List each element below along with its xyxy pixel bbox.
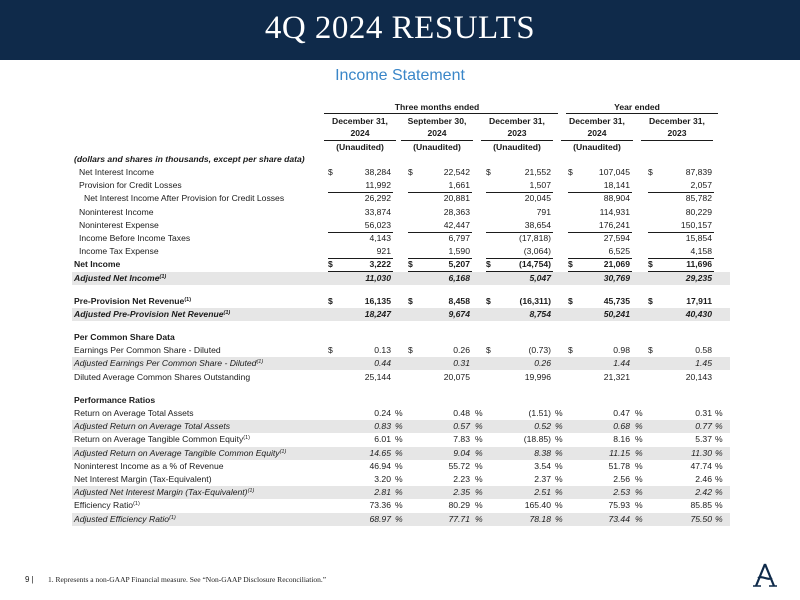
cell-value: 8.16 <box>613 434 630 445</box>
cell-value: 0.68 <box>613 421 630 432</box>
highlight-band <box>72 272 730 285</box>
percent-symbol: % <box>635 407 643 418</box>
row-label: Adjusted Net Interest Margin (Tax-Equivalent)$^{(1)}$ <box>74 487 255 498</box>
cell-value: 73.44 <box>608 513 630 524</box>
percent-symbol: % <box>555 460 563 471</box>
currency-symbol: $ <box>568 259 573 270</box>
row-label: Efficiency Ratio$^{(1)}$ <box>74 500 140 511</box>
column-header-date: December 31, <box>569 116 625 126</box>
cell-value: 20,045 <box>524 193 551 204</box>
currency-symbol: $ <box>648 295 653 306</box>
percent-symbol: % <box>555 407 563 418</box>
row-label: Net Interest Income After Provision for Credit Losses <box>84 193 285 204</box>
cell-value: 3,222 <box>369 259 391 270</box>
percent-symbol: % <box>635 473 643 484</box>
row-label: Earnings Per Common Share - Diluted <box>74 345 221 356</box>
currency-symbol: $ <box>486 167 491 177</box>
column-header-underline <box>561 140 633 141</box>
cell-value: 22,542 <box>443 167 470 177</box>
group-header-three-months: Three months ended <box>394 102 480 112</box>
cell-value: 56,023 <box>364 219 391 230</box>
percent-symbol: % <box>715 473 723 484</box>
cell-value: 2.23 <box>453 473 470 484</box>
cell-value: (18.85) <box>523 434 551 445</box>
cell-value: 68.97 <box>369 513 391 524</box>
cell-value: 15,854 <box>685 233 712 243</box>
cell-value: 4,143 <box>369 233 391 243</box>
footnote-marker: (1) <box>279 448 287 455</box>
cell-value: 0.48 <box>453 407 470 418</box>
cell-value: 150,157 <box>680 219 712 230</box>
percent-symbol: % <box>395 460 403 471</box>
cell-value: 0.26 <box>453 345 470 356</box>
page-number: 9 | <box>25 575 34 584</box>
cell-value: (14,754) <box>518 259 551 270</box>
currency-symbol: $ <box>328 259 333 270</box>
cell-value: 21,552 <box>524 167 551 177</box>
currency-symbol: $ <box>408 167 413 177</box>
currency-symbol: $ <box>328 345 333 356</box>
column-header-year: 2023 <box>507 128 527 138</box>
cell-value: 114,931 <box>599 206 630 217</box>
cell-value: 85,782 <box>685 193 712 204</box>
column-header-year: 2024 <box>427 128 447 138</box>
percent-symbol: % <box>555 500 563 511</box>
row-label: Net Interest Income <box>79 167 154 177</box>
cell-value: 5,047 <box>529 272 551 283</box>
percent-symbol: % <box>475 447 483 458</box>
percent-symbol: % <box>395 513 403 524</box>
percent-symbol: % <box>635 460 643 471</box>
cell-value: 38,284 <box>364 167 391 177</box>
percent-symbol: % <box>555 421 563 432</box>
percent-symbol: % <box>395 407 403 418</box>
group-underline-year-ended <box>566 113 718 114</box>
footnote-marker: (1) <box>159 273 167 280</box>
row-label: Diluted Average Common Shares Outstanding <box>74 371 251 382</box>
column-header-date: December 31, <box>332 116 388 126</box>
cell-value: 21,321 <box>603 371 630 382</box>
row-label: Per Common Share Data <box>74 332 175 342</box>
cell-value: 21,069 <box>603 259 630 270</box>
total-double-rule-top <box>328 258 393 259</box>
cell-value: 8.38 <box>534 447 551 458</box>
currency-symbol: $ <box>568 167 573 177</box>
cell-value: 791 <box>536 206 551 217</box>
cell-value: 80,229 <box>685 206 712 217</box>
percent-symbol: % <box>475 473 483 484</box>
percent-symbol: % <box>715 407 723 418</box>
footnote-marker: (1) <box>256 359 264 366</box>
cell-value: 45,735 <box>603 295 630 306</box>
percent-symbol: % <box>635 487 643 498</box>
cell-value: 1,507 <box>529 180 551 191</box>
row-label: Provision for Credit Losses <box>79 180 182 191</box>
cell-value: 20,075 <box>443 371 470 382</box>
cell-value: 0.77 <box>695 421 712 432</box>
percent-symbol: % <box>635 513 643 524</box>
column-header-underline <box>401 140 473 141</box>
cell-value: 8,754 <box>529 308 551 319</box>
cell-value: 2.56 <box>613 473 630 484</box>
cell-value: 2.37 <box>534 473 551 484</box>
row-label: Noninterest Expense <box>79 219 159 230</box>
row-label: Pre-Provision Net Revenue$^{(1)}$ <box>74 295 192 306</box>
cell-value: 9.04 <box>453 447 470 458</box>
column-header-underline <box>641 140 713 141</box>
percent-symbol: % <box>555 487 563 498</box>
cell-value: 0.13 <box>374 345 391 356</box>
percent-symbol: % <box>395 421 403 432</box>
row-label: Income Tax Expense <box>79 246 159 257</box>
cell-value: 47.74 <box>690 460 712 471</box>
cell-value: 26,292 <box>364 193 391 204</box>
cell-value: 1,590 <box>448 246 470 257</box>
percent-symbol: % <box>395 447 403 458</box>
currency-symbol: $ <box>568 345 573 356</box>
cell-value: 2,057 <box>690 180 712 191</box>
percent-symbol: % <box>395 434 403 445</box>
cell-value: 80.29 <box>448 500 470 511</box>
cell-value: (1.51) <box>528 407 551 418</box>
column-header-status: (Unaudited) <box>336 142 384 152</box>
cell-value: 0.31 <box>695 407 712 418</box>
cell-value: 25,144 <box>364 371 391 382</box>
currency-symbol: $ <box>408 295 413 306</box>
column-header-status: (Unaudited) <box>493 142 541 152</box>
percent-symbol: % <box>555 473 563 484</box>
cell-value: 55.72 <box>448 460 470 471</box>
cell-value: 2.51 <box>534 487 551 498</box>
cell-value: 165.40 <box>524 500 551 511</box>
cell-value: 2.53 <box>613 487 630 498</box>
cell-value: 3.54 <box>534 460 551 471</box>
cell-value: 11.15 <box>609 447 630 458</box>
column-header-year: 2023 <box>667 128 687 138</box>
total-double-rule-top <box>568 258 632 259</box>
cell-value: 8,458 <box>448 295 470 306</box>
cell-value: 0.58 <box>695 345 712 356</box>
column-header-year: 2024 <box>350 128 370 138</box>
a-monogram-icon <box>752 562 778 588</box>
column-header-date: December 31, <box>649 116 705 126</box>
cell-value: 4,158 <box>690 246 712 257</box>
currency-symbol: $ <box>486 295 491 306</box>
cell-value: (3,064) <box>523 246 551 257</box>
row-label: Net Interest Margin (Tax-Equivalent) <box>74 473 212 484</box>
group-header-year-ended: Year ended <box>614 102 660 112</box>
group-underline-three-months <box>324 113 558 114</box>
row-label: Adjusted Earnings Per Common Share - Diluted$^{(1)}$ <box>74 358 264 369</box>
cell-value: 77.71 <box>448 513 470 524</box>
cell-value: 0.83 <box>374 421 391 432</box>
cell-value: 88,904 <box>603 193 630 204</box>
footnote-marker: (1) <box>247 488 255 495</box>
currency-symbol: $ <box>648 167 653 177</box>
row-label: Noninterest Income <box>79 206 154 217</box>
row-label: Adjusted Efficiency Ratio$^{(1)}$ <box>74 513 176 524</box>
units-note: (dollars and shares in thousands, except per share data) <box>74 154 305 164</box>
percent-symbol: % <box>395 500 403 511</box>
currency-symbol: $ <box>568 295 573 306</box>
cell-value: (16,311) <box>519 295 551 306</box>
percent-symbol: % <box>635 500 643 511</box>
percent-symbol: % <box>635 447 643 458</box>
cell-value: 0.47 <box>613 407 630 418</box>
cell-value: 0.44 <box>374 358 391 369</box>
percent-symbol: % <box>555 447 563 458</box>
cell-value: 921 <box>376 246 391 257</box>
cell-value: 3.20 <box>374 473 391 484</box>
cell-value: 29,235 <box>685 272 712 283</box>
footnote-marker: (1) <box>223 309 231 316</box>
column-header-date: September 30, <box>407 116 467 126</box>
column-header-status: (Unaudited) <box>413 142 461 152</box>
page-title: 4Q 2024 RESULTS <box>264 10 536 46</box>
cell-value: 107,045 <box>598 167 630 177</box>
footnote-marker: (1) <box>184 296 192 303</box>
cell-value: 176,241 <box>598 219 630 230</box>
percent-symbol: % <box>475 500 483 511</box>
cell-value: 1,661 <box>448 180 470 191</box>
cell-value: 33,874 <box>364 206 391 217</box>
total-double-rule-top <box>408 258 472 259</box>
percent-symbol: % <box>715 513 723 524</box>
cell-value: 75.50 <box>690 513 712 524</box>
percent-symbol: % <box>555 434 563 445</box>
row-label: Adjusted Return on Average Total Assets <box>74 421 231 432</box>
cell-value: 11,992 <box>365 180 391 191</box>
percent-symbol: % <box>555 513 563 524</box>
cell-value: 18,247 <box>364 308 391 319</box>
cell-value: 51.78 <box>608 460 630 471</box>
cell-value: 11,696 <box>686 259 712 270</box>
percent-symbol: % <box>475 460 483 471</box>
currency-symbol: $ <box>328 167 333 177</box>
row-label: Adjusted Return on Average Tangible Common Equity$^{(1)}$ <box>74 447 287 458</box>
row-label: Performance Ratios <box>74 394 156 405</box>
column-header-underline <box>324 140 396 141</box>
cell-value: 73.36 <box>369 500 391 511</box>
column-header-date: December 31, <box>489 116 545 126</box>
cell-value: 0.52 <box>534 421 551 432</box>
cell-value: 11.30 <box>691 447 712 458</box>
cell-value: 1.45 <box>695 358 712 369</box>
cell-value: 5.37 <box>695 434 712 445</box>
cell-value: 0.31 <box>453 358 470 369</box>
cell-value: 2.42 <box>695 487 712 498</box>
footnote-marker: (1) <box>169 514 176 521</box>
cell-value: 27,594 <box>603 233 630 243</box>
percent-symbol: % <box>475 487 483 498</box>
row-label: Income Before Income Taxes <box>79 233 191 243</box>
cell-value: 85.85 <box>690 500 712 511</box>
column-header-status: (Unaudited) <box>573 142 621 152</box>
section-subtitle: Income Statement <box>335 67 465 84</box>
percent-symbol: % <box>715 460 723 471</box>
cell-value: 0.26 <box>534 358 551 369</box>
cell-value: 19,996 <box>524 371 551 382</box>
footnote-marker: (1) <box>133 501 140 508</box>
row-label: Noninterest Income as a % of Revenue <box>74 460 224 471</box>
percent-symbol: % <box>715 434 723 445</box>
cell-value: 50,241 <box>603 308 630 319</box>
cell-value: (0.73) <box>528 345 551 356</box>
percent-symbol: % <box>715 487 723 498</box>
cell-value: 14.65 <box>369 447 391 458</box>
cell-value: 1.44 <box>613 358 630 369</box>
cell-value: 46.94 <box>369 460 391 471</box>
cell-value: 30,769 <box>603 272 630 283</box>
percent-symbol: % <box>635 421 643 432</box>
percent-symbol: % <box>395 473 403 484</box>
footnote: 1. Represents a non-GAAP Financial measure. See “Non-GAAP Disclosure Reconciliation.” <box>48 575 327 584</box>
percent-symbol: % <box>635 434 643 445</box>
cell-value: 0.24 <box>374 407 391 418</box>
cell-value: 2.35 <box>453 487 470 498</box>
row-label: Net Income <box>74 259 121 270</box>
cell-value: 5,207 <box>448 259 470 270</box>
total-double-rule-top <box>648 258 714 259</box>
percent-symbol: % <box>475 421 483 432</box>
cell-value: 87,839 <box>685 167 712 177</box>
cell-value: 17,911 <box>686 295 712 306</box>
cell-value: 75.93 <box>608 500 630 511</box>
footnote-marker: (1) <box>243 435 251 442</box>
row-label: Return on Average Tangible Common Equity$^{(1)}$ <box>74 434 251 445</box>
cell-value: 9,674 <box>448 308 470 319</box>
cell-value: (17,818) <box>518 233 551 243</box>
currency-symbol: $ <box>328 295 333 306</box>
currency-symbol: $ <box>486 345 491 356</box>
cell-value: 28,363 <box>443 206 470 217</box>
percent-symbol: % <box>715 500 723 511</box>
currency-symbol: $ <box>408 259 413 270</box>
total-double-rule-top <box>486 258 553 259</box>
row-label: Adjusted Net Income$^{(1)}$ <box>74 272 167 283</box>
cell-value: 6,168 <box>448 272 470 283</box>
currency-symbol: $ <box>648 345 653 356</box>
row-label: Return on Average Total Assets <box>74 407 194 418</box>
percent-symbol: % <box>475 407 483 418</box>
currency-symbol: $ <box>648 259 653 270</box>
cell-value: 0.57 <box>453 421 470 432</box>
cell-value: 16,135 <box>364 295 391 306</box>
cell-value: 42,447 <box>443 219 470 230</box>
column-header-underline <box>481 140 553 141</box>
cell-value: 2.46 <box>695 473 712 484</box>
percent-symbol: % <box>715 421 723 432</box>
cell-value: 11,030 <box>365 272 391 283</box>
percent-symbol: % <box>475 513 483 524</box>
cell-value: 0.98 <box>613 345 630 356</box>
percent-symbol: % <box>475 434 483 445</box>
currency-symbol: $ <box>408 345 413 356</box>
row-label: Adjusted Pre-Provision Net Revenue$^{(1)}$ <box>74 308 231 319</box>
cell-value: 78.18 <box>529 513 551 524</box>
cell-value: 6.01 <box>374 434 391 445</box>
cell-value: 20,881 <box>443 193 470 204</box>
column-header-year: 2024 <box>587 128 607 138</box>
percent-symbol: % <box>395 487 403 498</box>
cell-value: 20,143 <box>685 371 712 382</box>
cell-value: 18,141 <box>603 180 630 191</box>
currency-symbol: $ <box>486 259 491 270</box>
cell-value: 38,654 <box>524 219 551 230</box>
cell-value: 7.83 <box>453 434 470 445</box>
cell-value: 6,525 <box>608 246 630 257</box>
cell-value: 2.81 <box>374 487 391 498</box>
cell-value: 40,430 <box>685 308 712 319</box>
cell-value: 6,797 <box>448 233 470 243</box>
percent-symbol: % <box>715 447 723 458</box>
